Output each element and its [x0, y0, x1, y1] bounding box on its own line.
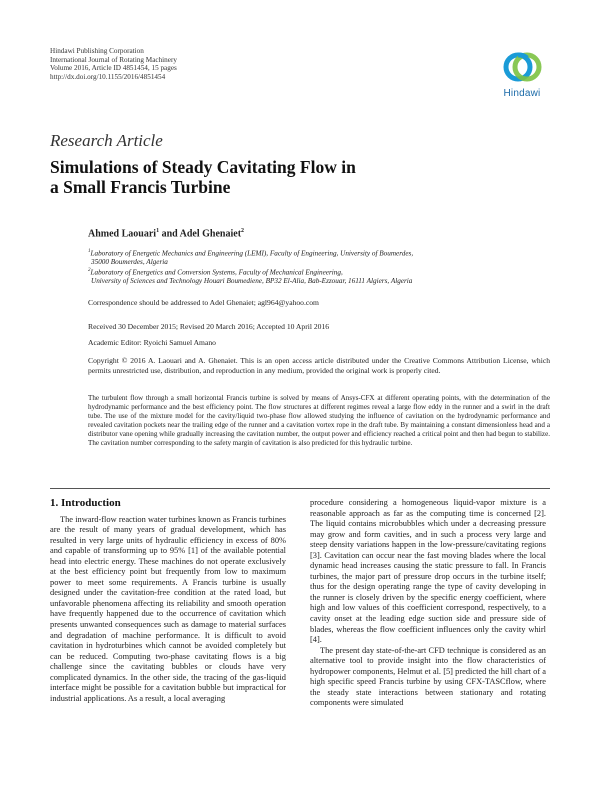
author-1-affil: 1	[156, 228, 160, 234]
affiliations	[88, 248, 550, 286]
volume-info: Volume 2016, Article ID 4851454, 15 pages	[50, 64, 177, 73]
intro-paragraph-1: The inward-flow reaction water turbines known as Francis turbines are the result of many years of gradual development, which has resulted in very large units of hydraulic efficiency in excess of 80% and capable of transforming up to 95% [1] of the available potential head into electric energy. These machines do not operate exclusively at the best efficiency point but frequently from low to maximum power to meet some requirements. A Francis turbine is usually designed under the cavitation-free condition at the rated load, but unfavorable phenomena affecting its reliability and smooth operation have frequently happened due to the occurrence of cavitation which presents unwanted consequences such as damage to material surfaces and degradation of machine performance. It is difficult to avoid cavitation in hydroturbines which cannot be avoided completely but can be reduced. Computing two-phase cavitating flows is a big challenge since the cavitating bubbles or clouds have very complicated dynamics. In the other side, the tracing of the gas-liquid interface might be possible for a cavitation bubble but impractical for industrial applications. As a result, a local averaging	[50, 514, 286, 703]
authors	[88, 227, 550, 239]
correspondence: Correspondence should be addressed to Adel Ghenaiet; agl964@yahoo.com	[88, 298, 319, 307]
article-title	[50, 157, 530, 197]
author-2: Adel Ghenaiet	[179, 228, 242, 240]
intro-paragraph-3: The present day state-of-the-art CFD technique is considered as an alternative tool to provide insight into the flow characteristics of hydropower components, Helmut et al. [5] predicted the hill chart of a high specific speed Francis turbine by using CFX-TASCflow, where the steady state interactions between stationary and rotating components were simulated	[310, 645, 546, 708]
section-divider	[50, 488, 550, 489]
hindawi-logo	[498, 48, 546, 106]
affiliation-2	[88, 267, 550, 277]
affiliation-1-marker: 1	[88, 249, 91, 254]
intro-paragraph-2: procedure considering a homogeneous liquid-vapor mixture is a reasonable approach as far as the computing time is concerned [2]. The liquid contains microbubbles which under a decreasing pressure may grow and form cavities, and in such a process very large and steep density variations happen in the low-pressure/cavitating regions [3]. Cavitation can occur near the fast moving blades where the local dynamic head increases causing the static pressure to fall. In Francis turbines, the major part of pressure drop occurs in the turbine itself; thus for the design operating range the type of cavity developing in the runner is closely driven by the specific energy coefficient, where high and low values of this coefficient correspond, respectively, to a cavity onset at the leading edge suction side and pressure side of blades, whereas the flow coefficient influences only the cavity whirl [4].	[310, 498, 546, 645]
column-right	[310, 498, 546, 709]
section-heading: 1. Introduction	[50, 497, 121, 509]
publisher: Hindawi Publishing Corporation	[50, 47, 144, 55]
academic-editor: Academic Editor: Ryoichi Samuel Amano	[88, 338, 216, 347]
author-2-affil: 2	[241, 228, 245, 234]
hindawi-logo-text: Hindawi	[503, 88, 541, 99]
doi-link[interactable]: http://dx.doi.org/10.1155/2016/4851454	[50, 72, 166, 81]
column-left	[50, 498, 286, 704]
affiliation-2-line-2: University of Sciences and Technology Houari Boumediene, BP32 El-Alia, Bab-Ezzouar, 16111 Algiers, Algeria	[91, 277, 413, 286]
affiliation-1-line-1: Laboratory of Energetic Mechanics and Engineering (LEMI), Faculty of Engineering, University of Boumerdes,	[90, 249, 414, 258]
authors-and: and	[159, 228, 180, 240]
journal-name: International Journal of Rotating Machinery	[50, 55, 177, 64]
affiliation-1	[88, 248, 550, 258]
hindawi-rings-icon	[498, 48, 546, 88]
affiliation-2-line-1: Laboratory of Energetics and Conversion Systems, Faculty of Mechanical Engineering,	[90, 268, 343, 277]
affiliation-1-line-2: 35000 Boumerdes, Algeria	[91, 258, 168, 267]
history-dates: Received 30 December 2015; Revised 20 March 2016; Accepted 10 April 2016	[88, 322, 330, 331]
journal-header	[50, 47, 177, 81]
affiliation-2-marker: 2	[88, 267, 91, 273]
title-line-2: a Small Francis Turbine	[50, 177, 231, 197]
article-type: Research Article	[50, 131, 163, 150]
author-1: Ahmed Laouari	[88, 228, 157, 240]
title-line-1: Simulations of Steady Cavitating Flow in	[50, 157, 356, 177]
abstract: The turbulent flow through a small horizontal Francis turbine is solved by means of Ansys-CFX at different operating points, with the determination of the hydrodynamic performance and the best efficiency point. The flow structures at different regimes reveal a large flow eddy in the runner and a swirl in the draft tube. The use of the mixture model for the cavity/liquid two-phase flow allowed studying the influence of cavitation on the hydrodynamic performance and revealed cavitation pockets near the trailing edge of the runner and a cavitation vortex rope in the draft tube. By maintaining a constant dimensionless head and a distributor vane opening while gradually increasing the cavitation number, the output power and efficiency reached a critical point and then had begun to stabilize. The cavitation number corresponding to the safety margin of cavitation is also predicted for this hydraulic turbine.	[88, 394, 550, 447]
copyright-notice: Copyright © 2016 A. Laouari and A. Ghenaiet. This is an open access article distributed under the Creative Commons Attribution License, which permits unrestricted use, distribution, and reproduction in any medium, provided the original work is properly cited.	[88, 356, 550, 375]
